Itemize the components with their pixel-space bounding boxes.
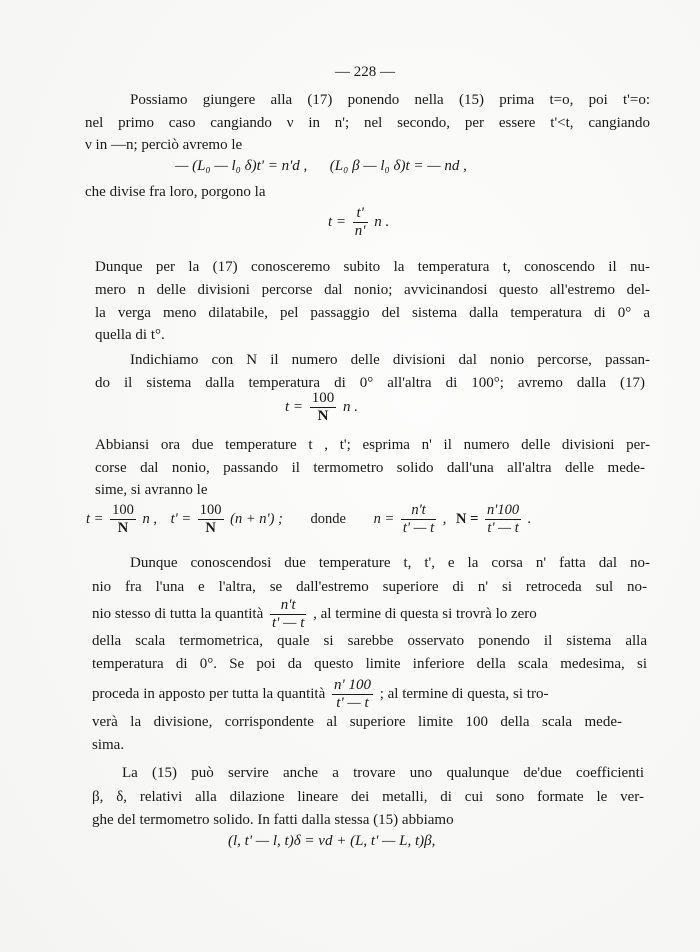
fraction bbox=[198, 502, 224, 537]
text-line: β, δ, relativi alla dilazione lineare dei metalli, di cui sono formate le ver- bbox=[92, 789, 644, 805]
fraction bbox=[401, 502, 436, 537]
fraction bbox=[110, 502, 136, 537]
page-number: — 228 — bbox=[335, 64, 395, 80]
fraction bbox=[485, 502, 521, 537]
text-line: corse dal nonio, passando il termometro solido dall'una all'altra delle mede- bbox=[95, 460, 645, 476]
eq-lhs: t = bbox=[328, 213, 347, 230]
equation: (l, t' — l, t)δ = νd + (L, t' — L, t)β, bbox=[228, 833, 436, 849]
text-line: do il sistema dalla temperatura di 0° all'altra di 100°; avremo dalla (17) bbox=[95, 375, 645, 391]
denominator: t' — t bbox=[402, 520, 435, 536]
denominator: t' — t bbox=[336, 695, 369, 711]
text-line: sima. bbox=[92, 737, 125, 753]
text-fragment: nio stesso di tutta la quantità bbox=[92, 605, 264, 622]
donde-label: donde bbox=[310, 510, 346, 527]
text-line: la verga meno dilatabile, pel passaggio del sistema dalla temperatura di 0° a bbox=[95, 305, 650, 321]
equation bbox=[86, 502, 531, 537]
eq-rhs: n , bbox=[142, 510, 157, 527]
fraction bbox=[332, 677, 373, 712]
text-line: ν in —n; perciò avremo le bbox=[85, 137, 243, 153]
numerator: 100 bbox=[311, 390, 335, 406]
denominator: N bbox=[317, 408, 329, 424]
text-line: della scala termometrica, quale si sarebbe osservato ponendo il sistema alla bbox=[92, 633, 647, 649]
text-line: quella di t°. bbox=[95, 327, 165, 343]
text-line bbox=[92, 597, 537, 632]
eq-lhs: t = bbox=[285, 398, 304, 415]
numerator: 100 bbox=[112, 502, 134, 518]
eq-lhs: N = bbox=[456, 510, 479, 527]
denominator: N bbox=[117, 520, 129, 536]
eq-lhs: t = bbox=[86, 510, 104, 527]
denominator: t' — t bbox=[271, 615, 305, 631]
text-line: ghe del termometro solido. In fatti dalla stessa (15) abbiamo bbox=[92, 812, 454, 828]
eq-lhs: n = bbox=[373, 510, 395, 527]
numerator: n't bbox=[270, 597, 306, 615]
eq-rhs: . bbox=[527, 510, 532, 527]
denominator: t' — t bbox=[487, 520, 519, 536]
text-line: Dunque conoscendosi due temperature t, t', e la corsa n' fatta dal no- bbox=[130, 555, 650, 571]
equation: — (L₀ — l₀ δ)t' = n'd , (L₀ β — l₀ δ)t = — nd , bbox=[175, 158, 467, 174]
text-line: temperatura di 0°. Se poi da questo limite inferiore della scala medesima, si bbox=[92, 656, 647, 672]
text-line: verà la divisione, corrispondente al superiore limite 100 della scala mede- bbox=[92, 714, 622, 730]
text-line bbox=[92, 677, 548, 712]
denominator: n' bbox=[354, 223, 366, 239]
text-line: che divise fra loro, porgono la bbox=[85, 184, 266, 200]
text-line: La (15) può servire anche a trovare uno qualunque de'due coefficienti bbox=[122, 765, 644, 781]
eq-rhs: n . bbox=[374, 213, 390, 230]
text-fragment: ; al termine di questa, si tro- bbox=[379, 685, 549, 702]
equation bbox=[328, 205, 389, 240]
text-line: Possiamo giungere alla (17) ponendo nella (15) prima t=o, poi t'=o: bbox=[130, 92, 650, 108]
text-line: sime, si avranno le bbox=[95, 482, 208, 498]
text-line: Abbiansi ora due temperature t , t'; esprima n' il numero delle divisioni per- bbox=[95, 437, 650, 453]
numerator: t' bbox=[353, 205, 368, 223]
text-line: nel primo caso cangiando ν in n'; nel secondo, per essere t'<t, cangiando bbox=[85, 115, 650, 131]
numerator: n't bbox=[401, 502, 436, 520]
eq-rhs: , bbox=[442, 510, 447, 527]
fraction bbox=[353, 205, 368, 240]
fraction bbox=[270, 597, 306, 632]
equation bbox=[285, 390, 358, 425]
numerator: n'100 bbox=[487, 502, 520, 518]
numerator: 100 bbox=[199, 502, 222, 518]
text-line: mero n delle divisioni percorse dal nonio; avvicinandosi questo all'estremo del- bbox=[95, 282, 650, 298]
denominator: N bbox=[205, 520, 216, 536]
text-line: Dunque per la (17) conosceremo subito la temperatura t, conoscendo il nu- bbox=[95, 259, 650, 275]
text-line: Indichiamo con N il numero delle divisioni dal nonio percorse, passan- bbox=[130, 352, 650, 368]
eq-lhs: t' = bbox=[170, 510, 192, 527]
eq-rhs: n . bbox=[343, 398, 359, 415]
numerator: n' 100 bbox=[334, 677, 371, 693]
text-line: nio fra l'una e l'altra, se dall'estremo superiore di n' si retroceda sul no- bbox=[92, 579, 647, 595]
fraction bbox=[310, 390, 337, 425]
eq-rhs: (n + n') ; bbox=[230, 510, 283, 527]
text-fragment: proceda in apposto per tutta la quantità bbox=[92, 685, 326, 702]
text-fragment: , al termine di questa si trovrà lo zero bbox=[313, 605, 537, 622]
